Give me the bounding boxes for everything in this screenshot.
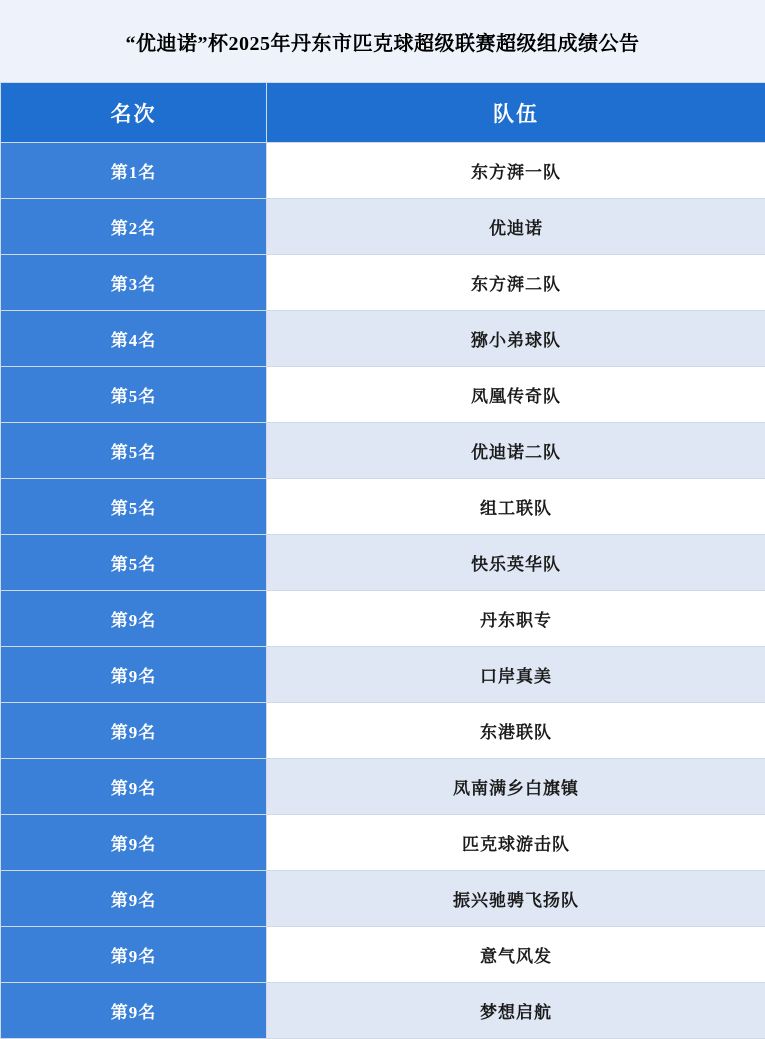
- cell-rank: 第3名: [1, 255, 267, 311]
- cell-rank: 第5名: [1, 479, 267, 535]
- results-table: [0, 82, 765, 1039]
- table-row: [1, 647, 765, 703]
- table-row: [1, 983, 765, 1039]
- cell-team: 猕小弟球队: [267, 311, 765, 367]
- cell-team: 东方湃二队: [267, 255, 765, 311]
- cell-team: 口岸真美: [267, 647, 765, 703]
- table-row: [1, 535, 765, 591]
- cell-rank: 第1名: [1, 143, 267, 199]
- table-row: [1, 927, 765, 983]
- cell-rank: 第2名: [1, 199, 267, 255]
- cell-team: 意气风发: [267, 927, 765, 983]
- table-row: [1, 871, 765, 927]
- cell-rank: 第5名: [1, 535, 267, 591]
- table-row: [1, 703, 765, 759]
- table-body: [1, 143, 765, 1039]
- table-row: [1, 367, 765, 423]
- cell-rank: 第9名: [1, 647, 267, 703]
- cell-team: 匹克球游击队: [267, 815, 765, 871]
- cell-rank: 第9名: [1, 815, 267, 871]
- table-row: [1, 423, 765, 479]
- cell-rank: 第9名: [1, 759, 267, 815]
- cell-rank: 第9名: [1, 983, 267, 1039]
- table-row: [1, 143, 765, 199]
- cell-rank: 第9名: [1, 927, 267, 983]
- column-header-team: 队伍: [267, 83, 765, 143]
- cell-team: 凤凰传奇队: [267, 367, 765, 423]
- cell-team: 组工联队: [267, 479, 765, 535]
- table-row: [1, 479, 765, 535]
- table-row: [1, 199, 765, 255]
- cell-team: 梦想启航: [267, 983, 765, 1039]
- page-title: “优迪诺”杯2025年丹东市匹克球超级联赛超级组成绩公告: [126, 27, 640, 56]
- table-row: [1, 815, 765, 871]
- cell-rank: 第4名: [1, 311, 267, 367]
- document-title-band: [0, 0, 765, 82]
- column-header-rank: 名次: [1, 83, 267, 143]
- cell-team: 快乐英华队: [267, 535, 765, 591]
- cell-team: 振兴驰骋飞扬队: [267, 871, 765, 927]
- table-row: [1, 311, 765, 367]
- table-header-row: [1, 83, 765, 143]
- cell-rank: 第9名: [1, 703, 267, 759]
- table-row: [1, 759, 765, 815]
- cell-team: 优迪诺二队: [267, 423, 765, 479]
- cell-team: 凤南满乡白旗镇: [267, 759, 765, 815]
- cell-team: 优迪诺: [267, 199, 765, 255]
- cell-team: 东方湃一队: [267, 143, 765, 199]
- table-header: [1, 83, 765, 143]
- table-row: [1, 255, 765, 311]
- cell-rank: 第9名: [1, 591, 267, 647]
- cell-rank: 第5名: [1, 423, 267, 479]
- cell-rank: 第9名: [1, 871, 267, 927]
- cell-team: 丹东职专: [267, 591, 765, 647]
- cell-rank: 第5名: [1, 367, 267, 423]
- table-row: [1, 591, 765, 647]
- cell-team: 东港联队: [267, 703, 765, 759]
